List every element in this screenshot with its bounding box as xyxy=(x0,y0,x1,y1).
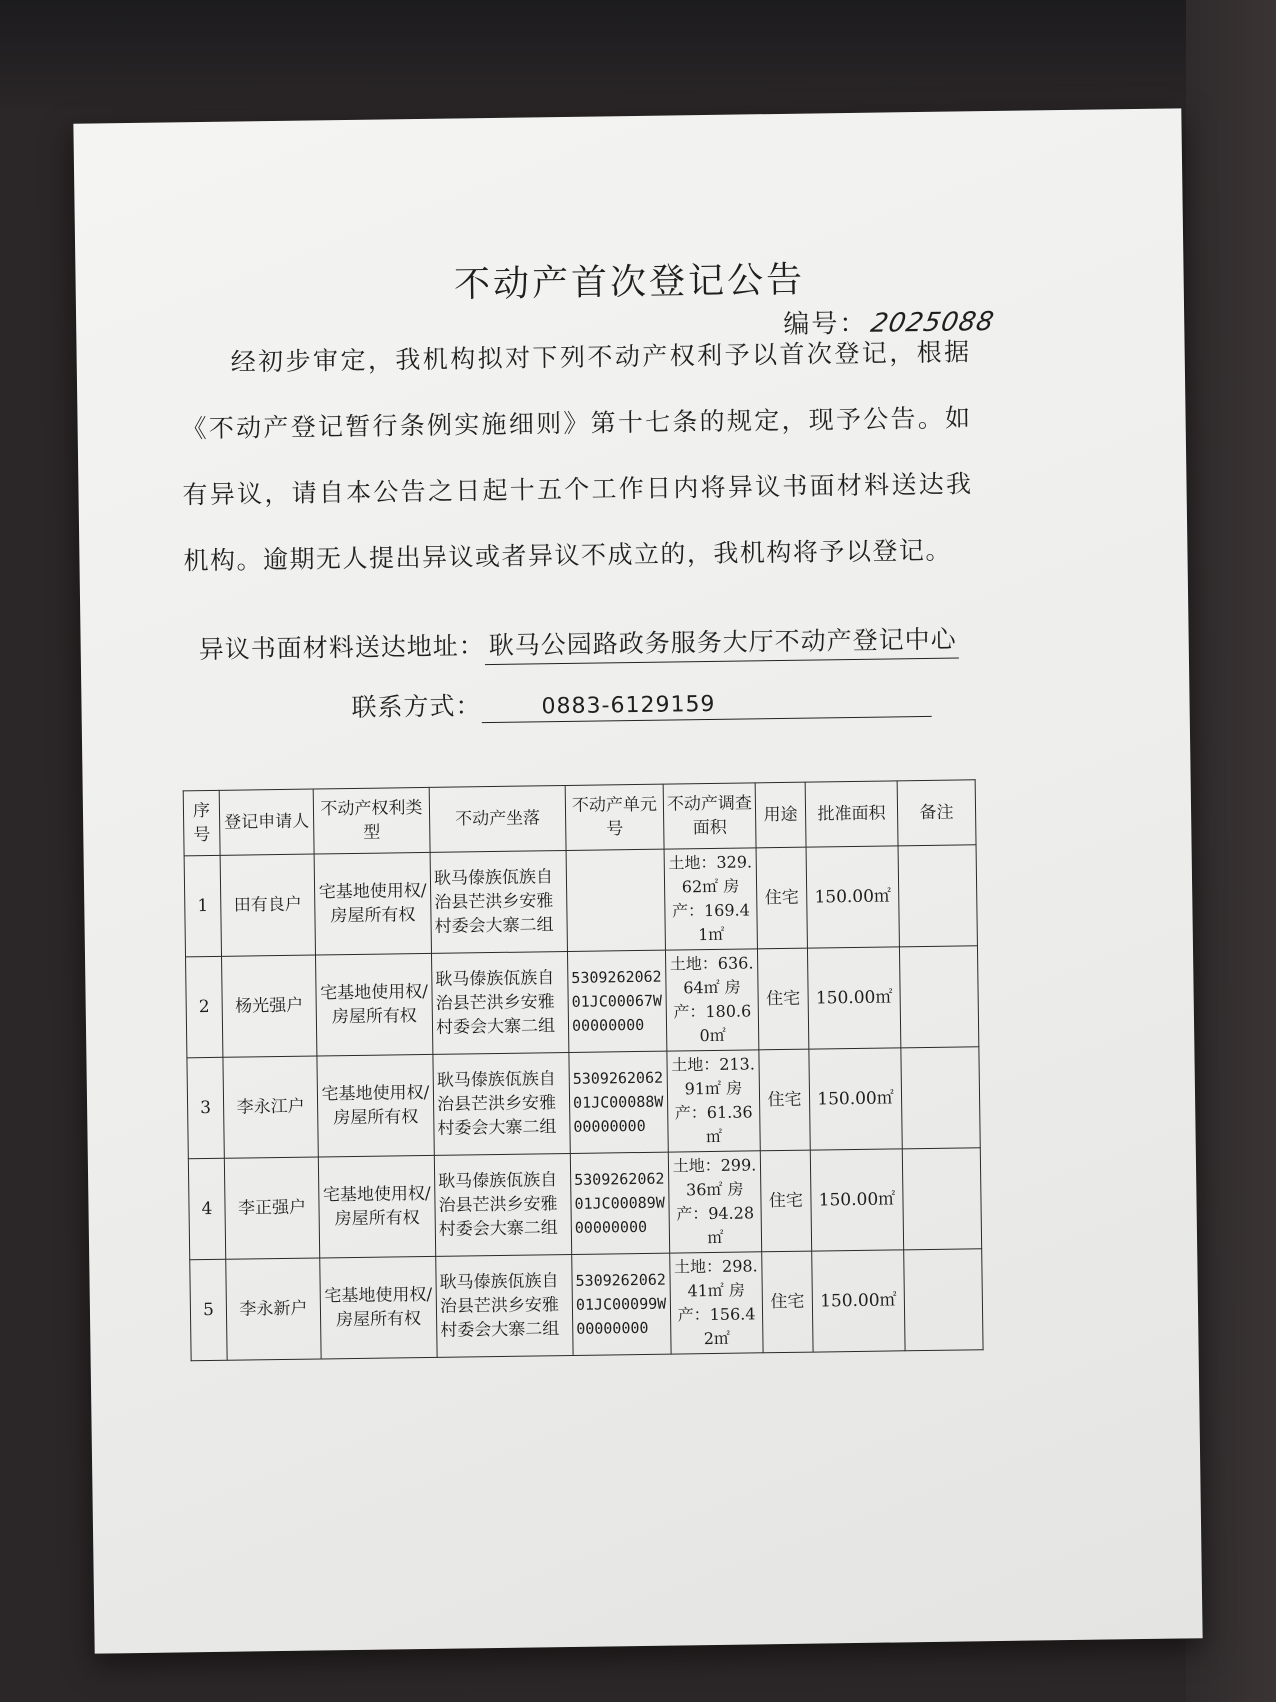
header-survey-area: 不动产调查面积 xyxy=(663,783,756,849)
cell-applicant: 田有良户 xyxy=(220,854,315,956)
cell-applicant: 杨光强户 xyxy=(222,955,317,1057)
cell-location: 耿马傣族佤族自治县芒洪乡安雅村委会大寨二组 xyxy=(433,1052,570,1155)
registration-table xyxy=(183,779,984,1361)
cell-unit-no xyxy=(566,849,665,951)
table-row xyxy=(186,946,979,1058)
cell-usage: 住宅 xyxy=(756,847,807,949)
notice-paper xyxy=(73,108,1202,1653)
address-label: 异议书面材料送达地址： xyxy=(198,631,485,665)
table-row xyxy=(184,845,977,957)
table-row xyxy=(190,1249,983,1361)
background-top xyxy=(0,0,1276,110)
cell-unit-no: 530926206201JC00089W00000000 xyxy=(570,1152,669,1254)
cell-approved-area: 150.00㎡ xyxy=(807,947,900,1049)
cell-location: 耿马傣族佤族自治县芒洪乡安雅村委会大寨二组 xyxy=(434,1153,571,1256)
header-remark: 备注 xyxy=(897,780,976,846)
document-title: 不动产首次登记公告 xyxy=(453,259,806,306)
cell-no: 1 xyxy=(184,855,221,956)
header-no: 序号 xyxy=(183,790,220,855)
cell-right-type: 宅基地使用权/房屋所有权 xyxy=(314,852,431,955)
cell-remark xyxy=(902,1148,981,1250)
header-applicant: 登记申请人 xyxy=(219,789,314,855)
cell-usage: 住宅 xyxy=(762,1251,813,1353)
cell-survey-area: 土地：298.41㎡ 房产：156.42㎡ xyxy=(670,1252,763,1354)
cell-location: 耿马傣族佤族自治县芒洪乡安雅村委会大寨二组 xyxy=(430,851,567,954)
header-right-type: 不动产权利类型 xyxy=(313,787,430,854)
cell-applicant: 李永江户 xyxy=(223,1056,318,1158)
notice-body: 经初步审定，我机构拟对下列不动产权利予以首次登记，根据《不动产登记暂行条例实施细则》第十七条的规定，现予公告。如有异议，请自本公告之日起十五个工作日内将异议书面材料送达我机构。逾期无人提出异议或者异议不成立的，我机构将予以登记。 xyxy=(181,337,973,576)
cell-unit-no: 530926206201JC00099W00000000 xyxy=(572,1253,671,1355)
cell-no: 3 xyxy=(187,1057,224,1158)
cell-survey-area: 土地：636.64㎡ 房产：180.60㎡ xyxy=(665,949,758,1051)
cell-location: 耿马傣族佤族自治县芒洪乡安雅村委会大寨二组 xyxy=(431,951,568,1054)
cell-usage: 住宅 xyxy=(760,1150,811,1252)
header-approved-area: 批准面积 xyxy=(805,781,898,847)
table-header-row xyxy=(183,780,976,856)
cell-approved-area: 150.00㎡ xyxy=(809,1048,902,1150)
cell-survey-area: 土地：329.62㎡ 房产：169.41㎡ xyxy=(664,848,757,950)
cell-usage: 住宅 xyxy=(757,948,808,1050)
cell-no: 5 xyxy=(190,1259,227,1360)
cell-remark xyxy=(904,1249,983,1351)
number-label: 编号： xyxy=(783,308,868,340)
cell-survey-area: 土地：299.36㎡ 房产：94.28㎡ xyxy=(668,1151,761,1253)
contact-line xyxy=(351,680,931,725)
cell-no: 2 xyxy=(186,956,223,1057)
cell-location: 耿马傣族佤族自治县芒洪乡安雅村委会大寨二组 xyxy=(436,1254,573,1357)
cell-usage: 住宅 xyxy=(759,1049,810,1151)
cell-approved-area: 150.00㎡ xyxy=(806,846,899,948)
cell-approved-area: 150.00㎡ xyxy=(810,1149,903,1251)
contact-value: 0883-6129159 xyxy=(481,689,931,723)
address-value: 耿马公园路政务服务大厅不动产登记中心 xyxy=(484,620,959,666)
cell-no: 4 xyxy=(188,1158,225,1259)
cell-applicant: 李正强户 xyxy=(224,1157,319,1259)
cell-unit-no: 530926206201JC00088W00000000 xyxy=(569,1051,668,1153)
cell-survey-area: 土地：213.91㎡ 房产：61.36㎡ xyxy=(667,1050,760,1152)
cell-right-type: 宅基地使用权/房屋所有权 xyxy=(320,1256,437,1359)
number-value-handwritten: 2025088 xyxy=(868,306,998,339)
table-row xyxy=(188,1148,981,1260)
address-line xyxy=(198,620,959,670)
cell-remark xyxy=(898,845,977,947)
table-row xyxy=(187,1047,980,1159)
cell-remark xyxy=(901,1047,980,1149)
contact-label: 联系方式： xyxy=(351,691,482,722)
cell-right-type: 宅基地使用权/房屋所有权 xyxy=(318,1155,435,1258)
header-unit-no: 不动产单元号 xyxy=(565,784,664,850)
cell-right-type: 宅基地使用权/房屋所有权 xyxy=(317,1054,434,1157)
cell-approved-area: 150.00㎡ xyxy=(812,1250,905,1352)
cell-right-type: 宅基地使用权/房屋所有权 xyxy=(316,953,433,1056)
cell-applicant: 李永新户 xyxy=(226,1258,321,1360)
cell-unit-no: 530926206201JC00067W00000000 xyxy=(567,950,666,1052)
header-location: 不动产坐落 xyxy=(429,786,566,853)
cell-remark xyxy=(899,946,978,1048)
header-usage: 用途 xyxy=(755,782,806,848)
